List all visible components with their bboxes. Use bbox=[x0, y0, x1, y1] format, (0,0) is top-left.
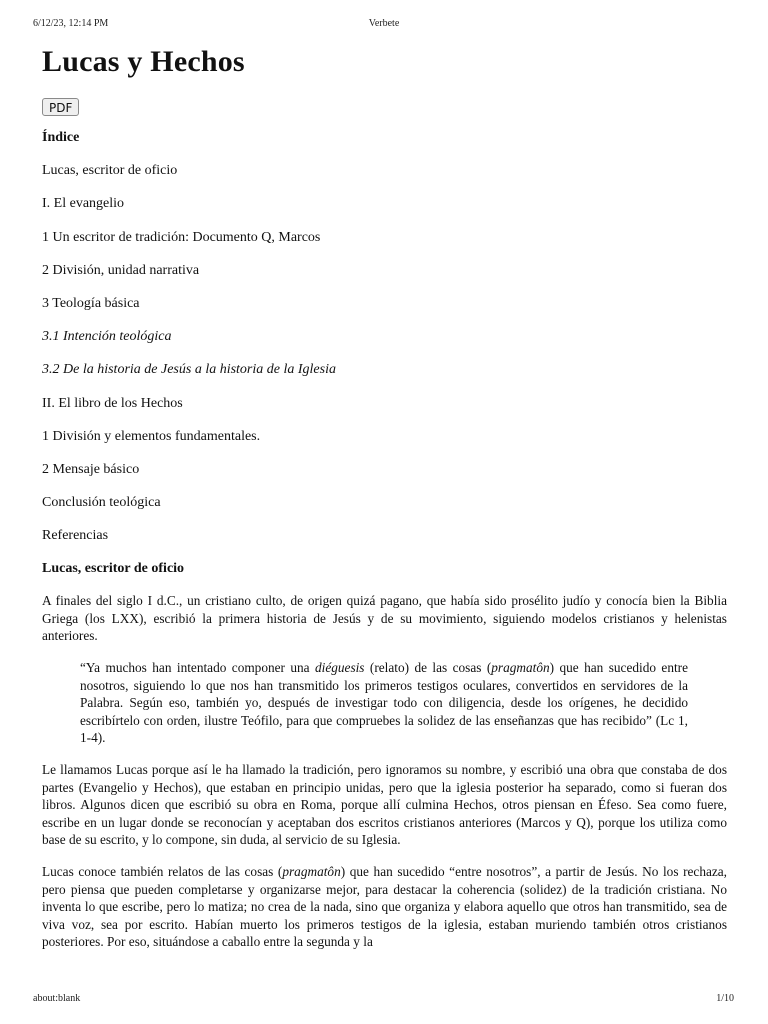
pdf-button[interactable]: PDF bbox=[42, 98, 79, 116]
paragraph bbox=[42, 863, 727, 951]
table-of-contents bbox=[42, 162, 727, 545]
toc-item bbox=[42, 162, 727, 180]
toc-link[interactable]: 3 Teología básica bbox=[42, 295, 140, 311]
quote-text: ) que han sucedido entre nosotros, siguiendo lo que nos han transmitido los primeros testigos oculares, convertidos en servidores de la Palabra. Según eso, también yo, después de investigar todo con diligencia, desde los orígenes, he decidido escribírtelo con orden, ilustre Teófilo, para que compruebes la solidez de las enseñanzas que has recibido” (Lc 1, 1-4). bbox=[80, 660, 688, 746]
toc-link[interactable]: II. El libro de los Hechos bbox=[42, 395, 183, 411]
toc-link[interactable]: 1 División y elementos fundamentales. bbox=[42, 428, 261, 444]
toc-item bbox=[42, 461, 727, 479]
toc-item bbox=[42, 229, 727, 247]
paragraph-text: ) que han sucedido “entre nosotros”, a partir de Jesús. No los rechaza, pero piensa que pueden completarse y organizarse mejor, para destacar la coherencia (solidez) de la tradición cristiana. No inventa lo que escribe, pero lo matiza; no crea de la nada, sino que organiza y elabora aquello que otros han transmitido, sea de viva voz, sea por escrito. Habían muerto los primeros testigos de la iglesia, estaban muriendo también otros cristianos posteriores. Por eso, situándose a caballo entre la segunda y la bbox=[42, 863, 727, 950]
toc-link[interactable]: Lucas, escritor de oficio bbox=[42, 163, 178, 179]
block-quote bbox=[80, 659, 688, 747]
quote-term: diéguesis bbox=[315, 660, 365, 676]
toc-link[interactable]: 2 Mensaje básico bbox=[42, 461, 140, 477]
toc-item bbox=[42, 527, 727, 545]
paragraph-text: Lucas conoce también relatos de las cosas ( bbox=[42, 863, 283, 879]
toc-item bbox=[42, 428, 727, 446]
toc-link[interactable]: 3.2 De la historia de Jesús a la historia de la Iglesia bbox=[42, 362, 336, 378]
index-heading: Índice bbox=[42, 130, 80, 145]
toc-link[interactable]: Conclusión teológica bbox=[42, 495, 161, 511]
article bbox=[42, 40, 727, 951]
paragraph: A finales del siglo I d.C., un cristiano culto, de origen quizá pagano, que había sido prosélito judío y conocía bien la Biblia Griega (los LXX), escribió la primera historia de Jesús y de su movimiento, siguiendo modelos cristianos y helenistas anteriores. bbox=[42, 593, 727, 644]
paragraph-term: pragmatôn bbox=[282, 863, 341, 879]
print-footer-page: 1/10 bbox=[716, 993, 734, 1004]
toc-item bbox=[42, 395, 727, 413]
toc-item bbox=[42, 494, 727, 512]
toc-item bbox=[42, 295, 727, 313]
toc-link[interactable]: I. El evangelio bbox=[42, 196, 125, 212]
section-heading: Lucas, escritor de oficio bbox=[42, 561, 185, 577]
toc-link[interactable]: 2 División, unidad narrativa bbox=[42, 262, 200, 278]
toc-link[interactable]: 3.1 Intención teológica bbox=[42, 329, 172, 345]
quote-text: (relato) de las cosas ( bbox=[364, 660, 492, 676]
print-header-site: Verbete bbox=[368, 18, 400, 29]
paragraph: Le llamamos Lucas porque así le ha llamado la tradición, pero ignoramos su nombre, y escribió una obra que constaba de dos partes (Evangelio y Hechos), que estaban en principio unidas, pero que la iglesia posterior ha separado, como si fueran dos libros. Algunos dicen que escribió su obra en Roma, porque allí culmina Hechos, otros piensan en Éfeso. Sea como fuere, escribe en un lugar donde se reconocían y aceptaban dos escritos cristianos anteriores (Marcos y Q), porque los utiliza como base de su escrito, y lo compone, sin duda, al servicio de su Iglesia. bbox=[42, 762, 727, 848]
page-title: Lucas y Hechos bbox=[42, 45, 245, 78]
toc-item bbox=[42, 195, 727, 213]
toc-link[interactable]: Referencias bbox=[42, 528, 109, 544]
print-footer-url: about:blank bbox=[33, 993, 81, 1004]
toc-link[interactable]: 1 Un escritor de tradición: Documento Q, Marcos bbox=[42, 229, 321, 245]
toc-item bbox=[42, 328, 727, 346]
quote-term: pragmatôn bbox=[491, 660, 550, 676]
quote-text: “Ya muchos han intentado componer una bbox=[80, 660, 315, 676]
toc-item bbox=[42, 361, 727, 379]
print-header-datetime: 6/12/23, 12:14 PM bbox=[33, 18, 109, 29]
toc-item bbox=[42, 262, 727, 280]
